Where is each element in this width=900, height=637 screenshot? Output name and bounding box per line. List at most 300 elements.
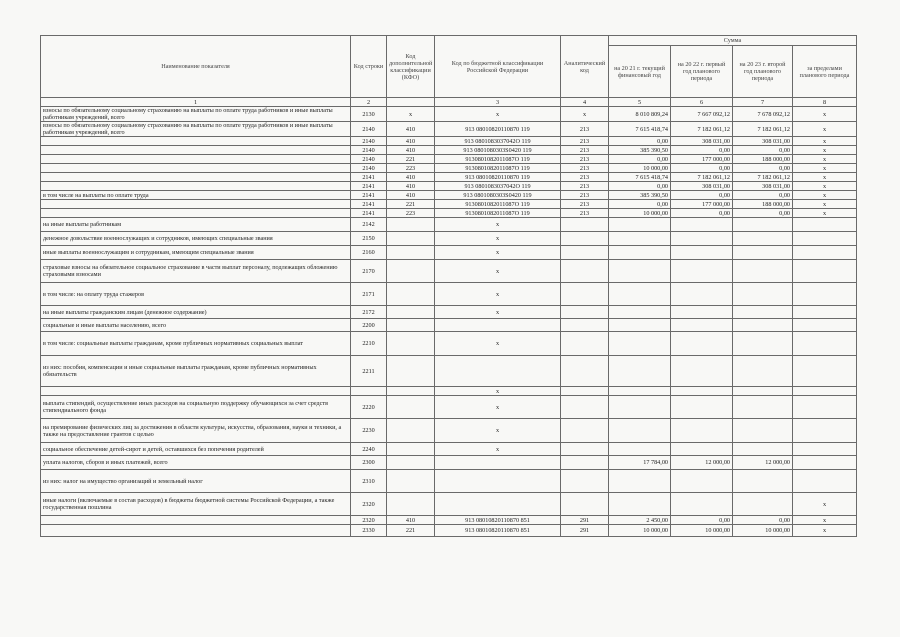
table-row: [41, 137, 857, 146]
row-analytic-code: x: [561, 107, 609, 122]
row-analytic-code: [561, 283, 609, 306]
row-name: на премирование физических лиц за достижения в области культуры, искусства, образования, науки и техники, а также на предоставление грантов с целью: [41, 419, 351, 443]
row-sum-3: 308 031,00: [733, 182, 793, 191]
row-name: [41, 137, 351, 146]
row-sum-4: [793, 319, 857, 332]
row-line-code: 2140: [351, 164, 387, 173]
row-sum-4: [793, 356, 857, 387]
row-analytic-code: 213: [561, 164, 609, 173]
table-row: [41, 356, 857, 387]
row-sum-1: [609, 283, 671, 306]
table-row: [41, 260, 857, 283]
row-analytic-code: 291: [561, 516, 609, 525]
row-sum-1: 10 000,00: [609, 209, 671, 218]
row-sum-1: 7 615 418,74: [609, 173, 671, 182]
expenses-table: [40, 35, 857, 537]
row-sum-3: 0,00: [733, 146, 793, 155]
row-kfo: 410: [387, 173, 435, 182]
row-kfo: 221: [387, 155, 435, 164]
row-analytic-code: [561, 246, 609, 260]
row-sum-4: x: [793, 122, 857, 137]
row-analytic-code: [561, 493, 609, 516]
row-bk-code: x: [435, 260, 561, 283]
row-analytic-code: [561, 470, 609, 493]
row-sum-4: x: [793, 107, 857, 122]
row-kfo: [387, 396, 435, 419]
row-sum-2: 0,00: [671, 516, 733, 525]
row-bk-code: 913 0801083037042О 119: [435, 137, 561, 146]
row-kfo: 223: [387, 209, 435, 218]
row-sum-1: [609, 332, 671, 356]
row-name: денежное довольствие военнослужащих и сотрудников, имеющих специальные звания: [41, 232, 351, 246]
row-kfo: [387, 246, 435, 260]
row-bk-code: x: [435, 419, 561, 443]
row-sum-2: 308 031,00: [671, 182, 733, 191]
row-analytic-code: [561, 456, 609, 470]
row-bk-code: 9130801082011087О 119: [435, 200, 561, 209]
header-year-2: на 20 22 г. первый год планового периода: [671, 46, 733, 98]
row-sum-4: x: [793, 137, 857, 146]
row-analytic-code: [561, 218, 609, 232]
row-sum-4: [793, 306, 857, 319]
colnum-5: 5: [609, 98, 671, 107]
header-kfo: Код дополнительной классификации (КФО): [387, 36, 435, 98]
row-sum-1: 0,00: [609, 155, 671, 164]
row-analytic-code: [561, 396, 609, 419]
row-sum-2: 7 182 061,12: [671, 173, 733, 182]
row-analytic-code: [561, 356, 609, 387]
table-row: [41, 218, 857, 232]
colnum-6: 6: [671, 98, 733, 107]
row-sum-3: 0,00: [733, 516, 793, 525]
row-bk-code: 913 08010820110870 851: [435, 525, 561, 537]
row-sum-3: 7 678 092,12: [733, 107, 793, 122]
row-sum-3: [733, 332, 793, 356]
row-kfo: 410: [387, 122, 435, 137]
row-line-code: 2240: [351, 443, 387, 456]
row-analytic-code: [561, 419, 609, 443]
row-sum-3: 0,00: [733, 191, 793, 200]
row-sum-4: x: [793, 493, 857, 516]
row-line-code: 2211: [351, 356, 387, 387]
row-sum-1: [609, 246, 671, 260]
row-line-code: 2310: [351, 470, 387, 493]
row-sum-1: [609, 470, 671, 493]
row-sum-3: 0,00: [733, 164, 793, 173]
table-row: [41, 191, 857, 200]
row-sum-4: x: [793, 164, 857, 173]
table-row: [41, 493, 857, 516]
row-analytic-code: 213: [561, 155, 609, 164]
row-bk-code: 9130801082011087О 119: [435, 209, 561, 218]
colnum-8: 8: [793, 98, 857, 107]
row-sum-4: x: [793, 155, 857, 164]
header-year-1: на 20 21 г. текущий финансовый год: [609, 46, 671, 98]
table-row: [41, 246, 857, 260]
row-sum-2: 308 031,00: [671, 137, 733, 146]
row-sum-1: [609, 306, 671, 319]
table-row: [41, 164, 857, 173]
row-line-code: 2141: [351, 191, 387, 200]
row-name: [41, 516, 351, 525]
row-kfo: [387, 493, 435, 516]
row-name: социальные и иные выплаты населению, всего: [41, 319, 351, 332]
row-name: взносы по обязательному социальному страхованию на выплаты по оплате труда работников и иные выплаты работникам учреждений, всего: [41, 122, 351, 137]
header-sum: Сумма: [609, 36, 857, 46]
table-row: [41, 146, 857, 155]
row-bk-code: x: [435, 107, 561, 122]
row-analytic-code: [561, 443, 609, 456]
row-sum-2: 7 667 092,12: [671, 107, 733, 122]
table-row: [41, 173, 857, 182]
row-sum-3: [733, 493, 793, 516]
row-sum-3: 308 031,00: [733, 137, 793, 146]
row-sum-1: 10 000,00: [609, 164, 671, 173]
row-sum-2: 0,00: [671, 164, 733, 173]
row-analytic-code: [561, 232, 609, 246]
row-line-code: 2160: [351, 246, 387, 260]
row-sum-3: [733, 319, 793, 332]
row-line-code: 2230: [351, 419, 387, 443]
row-sum-2: 177 000,00: [671, 155, 733, 164]
row-kfo: [387, 232, 435, 246]
row-line-code: 2141: [351, 200, 387, 209]
row-sum-2: [671, 396, 733, 419]
row-sum-4: [793, 443, 857, 456]
row-name: на иные выплаты работникам: [41, 218, 351, 232]
row-sum-3: 10 000,00: [733, 525, 793, 537]
row-line-code: 2200: [351, 319, 387, 332]
row-sum-1: [609, 443, 671, 456]
row-sum-3: 188 000,00: [733, 155, 793, 164]
table-row: [41, 182, 857, 191]
table-row: [41, 396, 857, 419]
row-name: выплата стипендий, осуществление иных расходов на социальную поддержку обучающихся за счет средств стипендиального фонда: [41, 396, 351, 419]
row-sum-2: [671, 387, 733, 396]
colnum-7: 7: [733, 98, 793, 107]
row-kfo: [387, 387, 435, 396]
row-sum-1: [609, 232, 671, 246]
row-sum-2: [671, 260, 733, 283]
row-sum-4: [793, 456, 857, 470]
row-kfo: 410: [387, 146, 435, 155]
row-sum-1: [609, 356, 671, 387]
row-kfo: 410: [387, 137, 435, 146]
header-analytic-code: Аналитический код: [561, 36, 609, 98]
row-name: [41, 182, 351, 191]
header-name: Наименование показателя: [41, 36, 351, 98]
table-row: [41, 155, 857, 164]
row-sum-2: 12 000,00: [671, 456, 733, 470]
row-sum-3: [733, 246, 793, 260]
row-sum-1: 2 450,00: [609, 516, 671, 525]
row-sum-2: [671, 218, 733, 232]
row-kfo: 410: [387, 182, 435, 191]
row-sum-4: [793, 387, 857, 396]
row-bk-code: [435, 456, 561, 470]
colnum-3: 3: [435, 98, 561, 107]
row-kfo: [387, 260, 435, 283]
row-analytic-code: [561, 306, 609, 319]
row-sum-2: [671, 470, 733, 493]
row-line-code: 2300: [351, 456, 387, 470]
row-sum-4: x: [793, 173, 857, 182]
row-sum-4: [793, 283, 857, 306]
row-sum-3: 188 000,00: [733, 200, 793, 209]
row-line-code: [351, 387, 387, 396]
row-analytic-code: 213: [561, 146, 609, 155]
row-sum-4: [793, 396, 857, 419]
row-line-code: 2210: [351, 332, 387, 356]
row-sum-3: [733, 356, 793, 387]
table-row: [41, 387, 857, 396]
row-bk-code: x: [435, 443, 561, 456]
header-beyond: за пределами планового периода: [793, 46, 857, 98]
row-sum-3: [733, 387, 793, 396]
row-bk-code: 9130801082011087О 119: [435, 155, 561, 164]
row-line-code: 2330: [351, 525, 387, 537]
row-name: страховые взносы на обязательное социальное страхование в части выплат персоналу, подлежащих обложению страховыми взносами: [41, 260, 351, 283]
row-analytic-code: [561, 387, 609, 396]
row-sum-1: [609, 218, 671, 232]
row-analytic-code: [561, 260, 609, 283]
row-sum-1: 385 390,50: [609, 191, 671, 200]
row-line-code: 2150: [351, 232, 387, 246]
row-sum-3: [733, 283, 793, 306]
row-sum-3: [733, 419, 793, 443]
row-bk-code: 913 0801083037042О 119: [435, 182, 561, 191]
row-sum-2: [671, 246, 733, 260]
row-sum-2: [671, 232, 733, 246]
table-row: [41, 419, 857, 443]
row-sum-3: 7 182 061,12: [733, 122, 793, 137]
row-bk-code: [435, 493, 561, 516]
row-kfo: 410: [387, 191, 435, 200]
row-sum-2: 0,00: [671, 209, 733, 218]
budget-table-sheet: [40, 35, 856, 537]
row-bk-code: [435, 470, 561, 493]
row-line-code: 2141: [351, 182, 387, 191]
row-line-code: 2130: [351, 107, 387, 122]
row-sum-3: [733, 306, 793, 319]
row-name: в том числе на выплаты по оплате труда: [41, 191, 351, 200]
row-sum-4: [793, 419, 857, 443]
row-kfo: [387, 443, 435, 456]
row-sum-4: x: [793, 516, 857, 525]
row-kfo: 221: [387, 200, 435, 209]
row-sum-3: [733, 218, 793, 232]
colnum-2: 2: [351, 98, 387, 107]
row-line-code: 2172: [351, 306, 387, 319]
row-bk-code: x: [435, 332, 561, 356]
row-sum-1: [609, 260, 671, 283]
row-bk-code: 9130801082011087О 119: [435, 164, 561, 173]
row-sum-1: 10 000,00: [609, 525, 671, 537]
row-line-code: 2141: [351, 173, 387, 182]
row-sum-1: [609, 493, 671, 516]
row-line-code: 2140: [351, 146, 387, 155]
row-line-code: 2140: [351, 137, 387, 146]
row-sum-2: [671, 493, 733, 516]
row-line-code: 2220: [351, 396, 387, 419]
row-line-code: 2140: [351, 155, 387, 164]
row-line-code: 2320: [351, 493, 387, 516]
row-analytic-code: 213: [561, 122, 609, 137]
row-sum-2: [671, 443, 733, 456]
table-row: [41, 525, 857, 537]
row-sum-3: 12 000,00: [733, 456, 793, 470]
row-kfo: [387, 470, 435, 493]
row-kfo: [387, 319, 435, 332]
row-sum-4: [793, 470, 857, 493]
row-kfo: [387, 456, 435, 470]
colnum-4: 4: [561, 98, 609, 107]
row-name: [41, 146, 351, 155]
row-name: на иные выплаты гражданским лицам (денежное содержание): [41, 306, 351, 319]
row-sum-2: 7 182 061,12: [671, 122, 733, 137]
row-bk-code: x: [435, 232, 561, 246]
row-bk-code: x: [435, 246, 561, 260]
row-sum-1: [609, 387, 671, 396]
row-line-code: 2171: [351, 283, 387, 306]
row-sum-1: 0,00: [609, 137, 671, 146]
row-line-code: 2170: [351, 260, 387, 283]
row-sum-2: [671, 332, 733, 356]
row-sum-3: 0,00: [733, 209, 793, 218]
table-row: [41, 200, 857, 209]
row-sum-3: [733, 232, 793, 246]
row-name: [41, 200, 351, 209]
table-row: [41, 456, 857, 470]
row-name: из них: пособия, компенсации и иные социальные выплаты гражданам, кроме публичных нормативных обязательств: [41, 356, 351, 387]
row-sum-1: 7 615 418,74: [609, 122, 671, 137]
row-sum-1: 0,00: [609, 182, 671, 191]
row-sum-2: [671, 283, 733, 306]
row-kfo: [387, 419, 435, 443]
row-sum-4: [793, 232, 857, 246]
row-kfo: 221: [387, 525, 435, 537]
table-row: [41, 209, 857, 218]
row-name: иные налоги (включаемые в состав расходов) в бюджеты бюджетной системы Российской Федерации, а также государственная пошлина: [41, 493, 351, 516]
table-row: [41, 470, 857, 493]
row-sum-3: 7 182 061,12: [733, 173, 793, 182]
row-name: уплата налогов, сборов и иных платежей, всего: [41, 456, 351, 470]
row-sum-2: [671, 356, 733, 387]
header-year-3: на 20 23 г. второй год планового периода: [733, 46, 793, 98]
row-kfo: [387, 306, 435, 319]
row-line-code: 2140: [351, 122, 387, 137]
row-bk-code: x: [435, 306, 561, 319]
row-bk-code: 913 08010820110870 851: [435, 516, 561, 525]
table-row: [41, 232, 857, 246]
table-row: [41, 319, 857, 332]
row-sum-4: x: [793, 146, 857, 155]
row-sum-1: 17 784,00: [609, 456, 671, 470]
table-row: [41, 516, 857, 525]
row-bk-code: [435, 356, 561, 387]
row-sum-1: [609, 396, 671, 419]
header-line-code: Код строки: [351, 36, 387, 98]
row-kfo: [387, 332, 435, 356]
row-name: [41, 525, 351, 537]
table-row: [41, 443, 857, 456]
row-sum-4: x: [793, 191, 857, 200]
row-name: в том числе: социальные выплаты гражданам, кроме публичных нормативных социальных выплат: [41, 332, 351, 356]
row-name: [41, 155, 351, 164]
row-sum-2: [671, 319, 733, 332]
row-bk-code: 913 08010820110870 119: [435, 173, 561, 182]
row-bk-code: [435, 319, 561, 332]
row-name: взносы по обязательному социальному страхованию на выплаты по оплате труда работников и иные выплаты работникам учреждений, всего: [41, 107, 351, 122]
row-sum-3: [733, 396, 793, 419]
row-sum-4: [793, 332, 857, 356]
table-row: [41, 107, 857, 122]
row-analytic-code: 213: [561, 137, 609, 146]
row-kfo: [387, 283, 435, 306]
row-sum-4: [793, 260, 857, 283]
row-name: иные выплаты военнослужащим и сотрудникам, имеющим специальные звания: [41, 246, 351, 260]
header-bk-code: Код по бюджетной классификации Российской Федерации: [435, 36, 561, 98]
row-name: социальное обеспечение детей-сирот и детей, оставшихся без попечения родителей: [41, 443, 351, 456]
row-name: [41, 209, 351, 218]
row-kfo: x: [387, 107, 435, 122]
row-bk-code: x: [435, 396, 561, 419]
row-sum-2: 10 000,00: [671, 525, 733, 537]
row-sum-2: 0,00: [671, 191, 733, 200]
row-sum-4: [793, 246, 857, 260]
row-analytic-code: 213: [561, 182, 609, 191]
row-name: из них: налог на имущество организаций и земельный налог: [41, 470, 351, 493]
row-name: в том числе: на оплату труда стажеров: [41, 283, 351, 306]
row-bk-code: x: [435, 387, 561, 396]
row-bk-code: 913 0801080303S0420 119: [435, 191, 561, 200]
row-analytic-code: 291: [561, 525, 609, 537]
row-sum-1: [609, 419, 671, 443]
row-bk-code: x: [435, 218, 561, 232]
row-line-code: 2142: [351, 218, 387, 232]
column-number-row: [41, 98, 857, 107]
table-row: [41, 332, 857, 356]
row-analytic-code: 213: [561, 173, 609, 182]
row-sum-1: [609, 319, 671, 332]
row-analytic-code: 213: [561, 209, 609, 218]
row-analytic-code: 213: [561, 191, 609, 200]
colnum-blank-kfo: [387, 98, 435, 107]
row-sum-2: [671, 306, 733, 319]
row-sum-1: 0,00: [609, 200, 671, 209]
row-kfo: [387, 218, 435, 232]
row-sum-2: 0,00: [671, 146, 733, 155]
row-line-code: 2141: [351, 209, 387, 218]
row-sum-4: x: [793, 525, 857, 537]
row-analytic-code: [561, 332, 609, 356]
row-sum-4: x: [793, 209, 857, 218]
row-kfo: 223: [387, 164, 435, 173]
row-sum-4: [793, 218, 857, 232]
row-sum-3: [733, 260, 793, 283]
row-bk-code: 913 08010820110870 119: [435, 122, 561, 137]
row-sum-1: 8 010 809,24: [609, 107, 671, 122]
row-kfo: [387, 356, 435, 387]
row-bk-code: 913 0801080303S0420 119: [435, 146, 561, 155]
row-name: [41, 164, 351, 173]
row-sum-4: x: [793, 200, 857, 209]
row-analytic-code: 213: [561, 200, 609, 209]
table-row: [41, 306, 857, 319]
row-sum-3: [733, 443, 793, 456]
row-sum-2: [671, 419, 733, 443]
row-sum-4: x: [793, 182, 857, 191]
